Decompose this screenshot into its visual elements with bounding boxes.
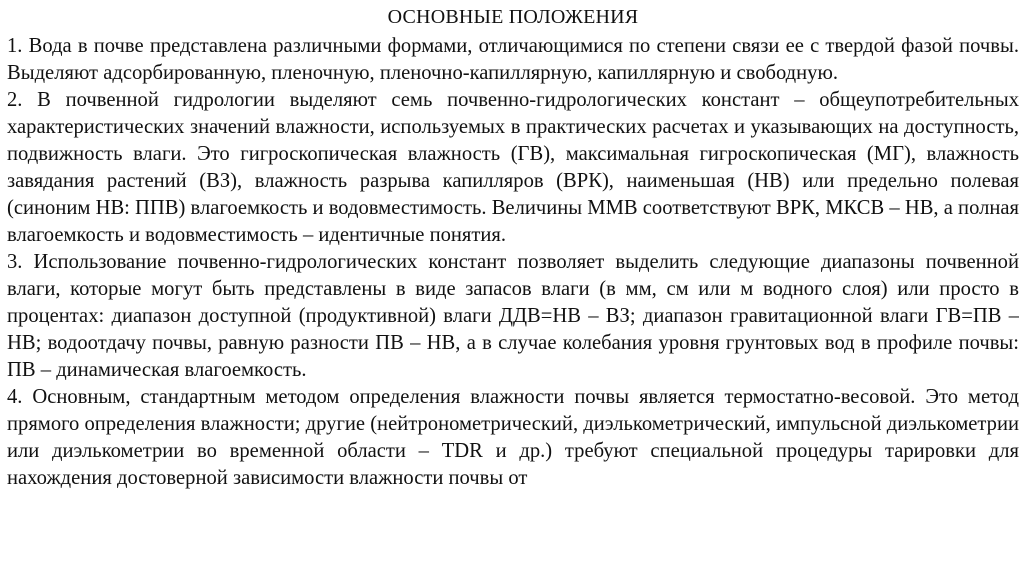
document-body — [7, 33, 1019, 492]
paragraph-4: 4. Основным, стандартным методом определения влажности почвы является термостатно-весовой. Это метод прямого определения влажности; другие (нейтронометрический, диэлькометрический, импульсной диэлькометрии или диэлькометрии во временной области – TDR и др.) требуют специальной процедуры тарировки для нахождения достоверной зависимости влажности почвы от — [7, 386, 1019, 489]
page-title: ОСНОВНЫЕ ПОЛОЖЕНИЯ — [387, 6, 639, 28]
paragraph-1: 1. Вода в почве представлена различными формами, отличающимися по степени связи ее с твердой фазой почвы. Выделяют адсорбированную, пленочную, пленочно-капиллярную, капиллярную и свободную. — [7, 35, 1019, 84]
document-page — [7, 0, 1019, 574]
paragraph-2: 2. В почвенной гидрологии выделяют семь почвенно-гидрологических констант – общеупотребительных характеристических значений влажности, используемых в практических расчетах и указывающих на доступность, подвижность влаги. Это гигроскопическая влажность (ГВ), максимальная гигроскопическая (МГ), влажность завядания растений (ВЗ), влажность разрыва капилляров (ВРК), наименьшая (НВ) или предельно полевая (синоним НВ: ППВ) влагоемкость и водовместимость. Величины ММВ соответствуют ВРК, МКСВ – НВ, а полная влагоемкость и водовместимость – идентичные понятия. — [7, 89, 1019, 246]
paragraph-3: 3. Использование почвенно-гидрологических констант позволяет выделить следующие диапазоны почвенной влаги, которые могут быть представлены в виде запасов влаги (в мм, см или м водного слоя) или просто в процентах: диапазон доступной (продуктивной) влаги ДДВ=НВ – ВЗ; диапазон гравитационной влаги ГВ=ПВ – НВ; водоотдачу почвы, равную разности ПВ – НВ, а в случае колебания уровня грунтовых вод в профиле почвы: ПВ – динамическая влагоемкость. — [7, 251, 1019, 381]
